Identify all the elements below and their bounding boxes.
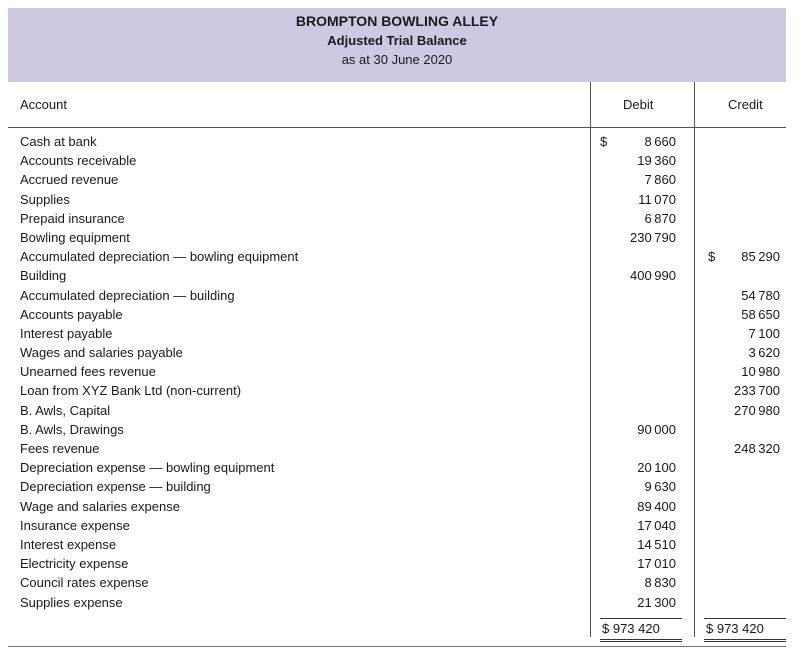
debit-amount: 9 630 <box>644 479 676 495</box>
account-name: Depreciation expense — bowling equipment <box>20 460 275 476</box>
debit-amount: 21 300 <box>637 594 676 610</box>
credit-amount: 85 290 <box>741 249 780 265</box>
table-row <box>8 573 786 592</box>
table-row <box>8 228 786 247</box>
table-row <box>8 516 786 535</box>
credit-amount: 270 980 <box>734 402 780 418</box>
table-row <box>8 286 786 305</box>
credit-amount: 248 320 <box>734 441 780 456</box>
table-header <box>8 82 786 128</box>
account-name: Council rates expense <box>20 575 149 591</box>
account-name: Wage and salaries expense <box>20 498 180 514</box>
account-name: Unearned fees revenue <box>20 364 156 380</box>
table-row <box>8 535 786 554</box>
header-credit: Credit <box>728 97 763 112</box>
table-row <box>8 497 786 516</box>
account-name: Accrued revenue <box>20 172 119 188</box>
debit-amount: 89 400 <box>637 498 676 514</box>
debit-amount: 19 360 <box>637 153 676 169</box>
table-row <box>8 362 786 381</box>
table-row <box>8 458 786 477</box>
account-name: Electricity expense <box>20 556 129 572</box>
table-row <box>8 439 786 458</box>
account-name: Interest payable <box>20 325 113 341</box>
debit-total-rule <box>600 618 682 619</box>
credit-total-double-rule-2 <box>704 641 786 642</box>
credit-currency: $ <box>708 249 716 265</box>
credit-total: $ 973 420 <box>706 620 764 636</box>
debit-currency: $ <box>600 134 608 149</box>
account-name: Accumulated depreciation — building <box>20 287 235 303</box>
table <box>8 82 786 640</box>
table-row <box>8 305 786 324</box>
table-row <box>8 132 786 151</box>
debit-amount: 230 790 <box>630 229 676 245</box>
debit-amount: 14 510 <box>637 536 676 552</box>
account-name: B. Awls, Drawings <box>20 421 124 437</box>
table-row <box>8 381 786 400</box>
debit-amount: 17 040 <box>637 517 676 533</box>
account-name: Loan from XYZ Bank Ltd (non-current) <box>20 383 242 399</box>
credit-amount: 10 980 <box>741 364 780 380</box>
account-name: Interest expense <box>20 536 117 552</box>
account-name: Accumulated depreciation — bowling equipment <box>20 249 299 265</box>
table-row <box>8 343 786 362</box>
table-row <box>8 209 786 228</box>
totals-row <box>8 612 786 640</box>
debit-amount: 400 990 <box>630 268 676 284</box>
debit-amount: 7 860 <box>644 172 676 188</box>
account-name: Depreciation expense — building <box>20 479 211 495</box>
credit-amount: 7 100 <box>748 325 780 341</box>
header-account: Account <box>20 97 67 112</box>
table-row <box>8 420 786 439</box>
account-name: Prepaid insurance <box>20 210 125 226</box>
report-title: Adjusted Trial Balance <box>327 33 467 48</box>
debit-amount: 8 660 <box>644 134 676 149</box>
bottom-rule <box>8 646 786 647</box>
debit-amount: 20 100 <box>637 460 676 476</box>
table-row <box>8 190 786 209</box>
table-row <box>8 554 786 573</box>
credit-total-rule <box>704 618 786 619</box>
table-row <box>8 151 786 170</box>
table-row <box>8 170 786 189</box>
debit-total-double-rule-1 <box>600 639 682 640</box>
table-row <box>8 593 786 612</box>
debit-total-double-rule-2 <box>600 641 682 642</box>
credit-amount: 3 620 <box>748 345 780 361</box>
debit-amount: 6 870 <box>644 210 676 226</box>
credit-amount: 233 700 <box>734 383 780 399</box>
account-name: Building <box>20 268 67 284</box>
table-row <box>8 266 786 285</box>
account-name: Supplies expense <box>20 594 123 610</box>
company-name: BROMPTON BOWLING ALLEY <box>295 13 499 29</box>
account-name: Insurance expense <box>20 517 130 533</box>
table-row <box>8 477 786 496</box>
account-name: B. Awls, Capital <box>20 402 111 418</box>
header-debit: Debit <box>623 97 654 112</box>
table-row <box>8 401 786 420</box>
account-name: Fees revenue <box>20 441 100 456</box>
debit-amount: 90 000 <box>637 421 676 437</box>
debit-amount: 8 830 <box>644 575 676 591</box>
credit-total-double-rule-1 <box>704 639 786 640</box>
title-banner <box>8 8 786 82</box>
credit-amount: 54 780 <box>741 287 780 303</box>
account-name: Accounts payable <box>20 306 123 322</box>
account-name: Supplies <box>20 191 70 207</box>
account-name: Accounts receivable <box>20 153 137 169</box>
debit-total: $ 973 420 <box>602 620 660 636</box>
table-row <box>8 324 786 343</box>
debit-amount: 11 070 <box>638 191 676 207</box>
account-name: Bowling equipment <box>20 229 130 245</box>
debit-amount: 17 010 <box>637 556 676 572</box>
credit-amount: 58 650 <box>741 306 780 322</box>
account-name: Wages and salaries payable <box>20 345 183 361</box>
table-row <box>8 247 786 266</box>
trial-balance <box>8 8 786 640</box>
account-name: Cash at bank <box>20 134 97 149</box>
report-date: as at 30 June 2020 <box>341 52 453 67</box>
table-body <box>8 128 786 612</box>
